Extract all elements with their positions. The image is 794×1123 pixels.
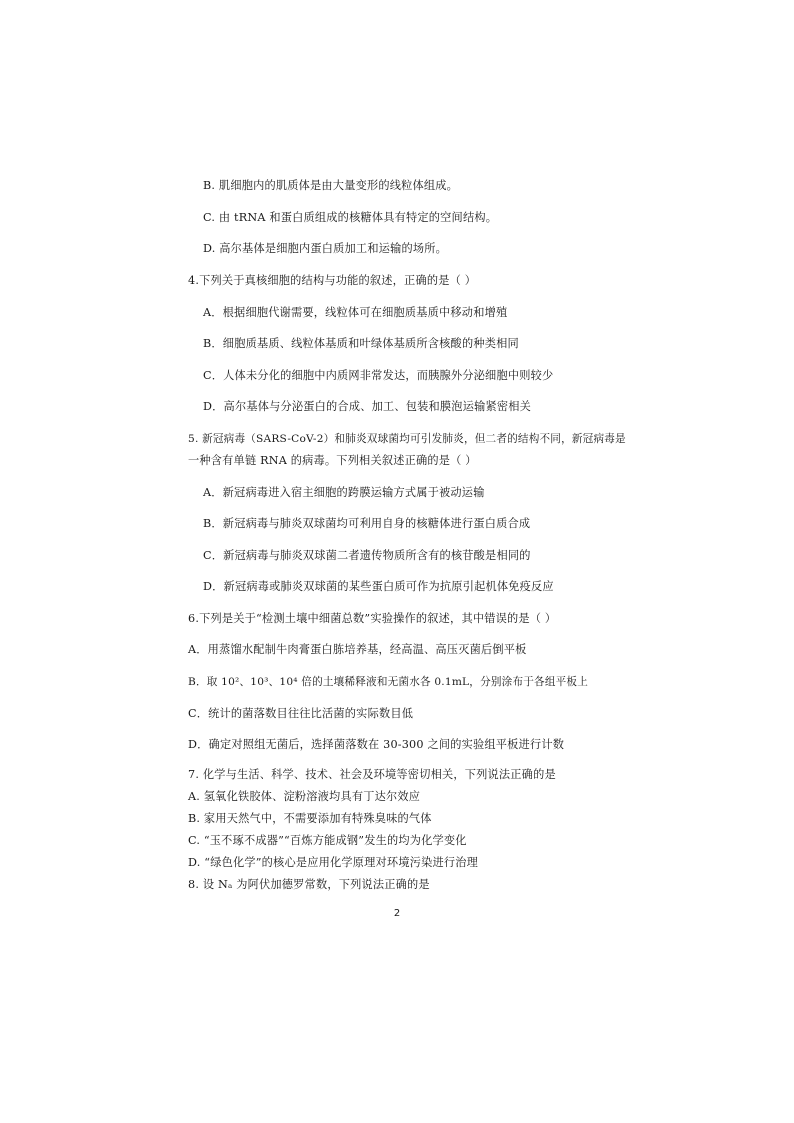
option-5c: C．新冠病毒与肺炎双球菌二者遗传物质所含有的核苷酸是相同的 (203, 549, 531, 562)
option-3d: D. 高尔基体是细胞内蛋白质加工和运输的场所。 (203, 242, 448, 255)
option-3b: B. 肌细胞内的肌质体是由大量变形的线粒体组成。 (203, 179, 459, 192)
option-6b: B．取 10²、10³、10⁴ 倍的土壤稀释液和无菌水各 0.1mL，分别涂布于各组平板上 (188, 676, 589, 688)
question-8-stem: 8. 设 Nₐ 为阿伏加德罗常数，下列说法正确的是 (188, 878, 430, 891)
option-6d: D．确定对照组无菌后，选择菌落数在 30-300 之间的实验组平板进行计数 (188, 738, 565, 751)
option-4a: A．根据细胞代谢需要，线粒体可在细胞质基质中移动和增殖 (203, 306, 508, 319)
option-4b: B．细胞质基质、线粒体基质和叶绿体基质所含核酸的种类相同 (203, 337, 519, 350)
question-7-stem: 7. 化学与生活、科学、技术、社会及环境等密切相关，下列说法正确的是 (188, 768, 556, 781)
option-7a: A. 氢氧化铁胶体、淀粉溶液均具有丁达尔效应 (188, 790, 421, 803)
option-7d: D. “绿色化学”的核心是应用化学原理对环境污染进行治理 (188, 856, 479, 869)
question-5-stem-line1: 5. 新冠病毒（SARS-CoV-2）和肺炎双球菌均可引发肺炎，但二者的结构不同，新冠病毒是 (188, 433, 626, 445)
option-5b: B．新冠病毒与肺炎双球菌均可利用自身的核糖体进行蛋白质合成 (203, 517, 531, 530)
option-3c: C. 由 tRNA 和蛋白质组成的核糖体具有特定的空间结构。 (203, 211, 498, 224)
option-7c: C. “玉不琢不成器”“百炼方能成钢”发生的均为化学变化 (188, 834, 467, 847)
option-4c: C．人体未分化的细胞中内质网非常发达，而胰腺外分泌细胞中则较少 (203, 369, 554, 382)
option-6c: C．统计的菌落数目往往比活菌的实际数目低 (188, 707, 414, 720)
question-5-stem-line2: 一种含有单链 RNA 的病毒。下列相关叙述正确的是（ ） (188, 454, 477, 467)
option-6a: A．用蒸馏水配制牛肉膏蛋白胨培养基，经高温、高压灭菌后倒平板 (188, 643, 527, 656)
option-7b: B. 家用天然气中，不需要添加有特殊臭味的气体 (188, 812, 432, 825)
option-5a: A．新冠病毒进入宿主细胞的跨膜运输方式属于被动运输 (203, 486, 485, 499)
page-number: 2 (393, 908, 401, 919)
option-5d: D．新冠病毒或肺炎双球菌的某些蛋白质可作为抗原引起机体免疫反应 (203, 580, 554, 593)
question-6-stem: 6.下列是关于“检测土壤中细菌总数”实验操作的叙述，其中错误的是（ ） (188, 612, 557, 625)
option-4d: D．高尔基体与分泌蛋白的合成、加工、包装和膜泡运输紧密相关 (203, 400, 532, 413)
question-4-stem: 4.下列关于真核细胞的结构与功能的叙述，正确的是（ ） (188, 274, 477, 287)
